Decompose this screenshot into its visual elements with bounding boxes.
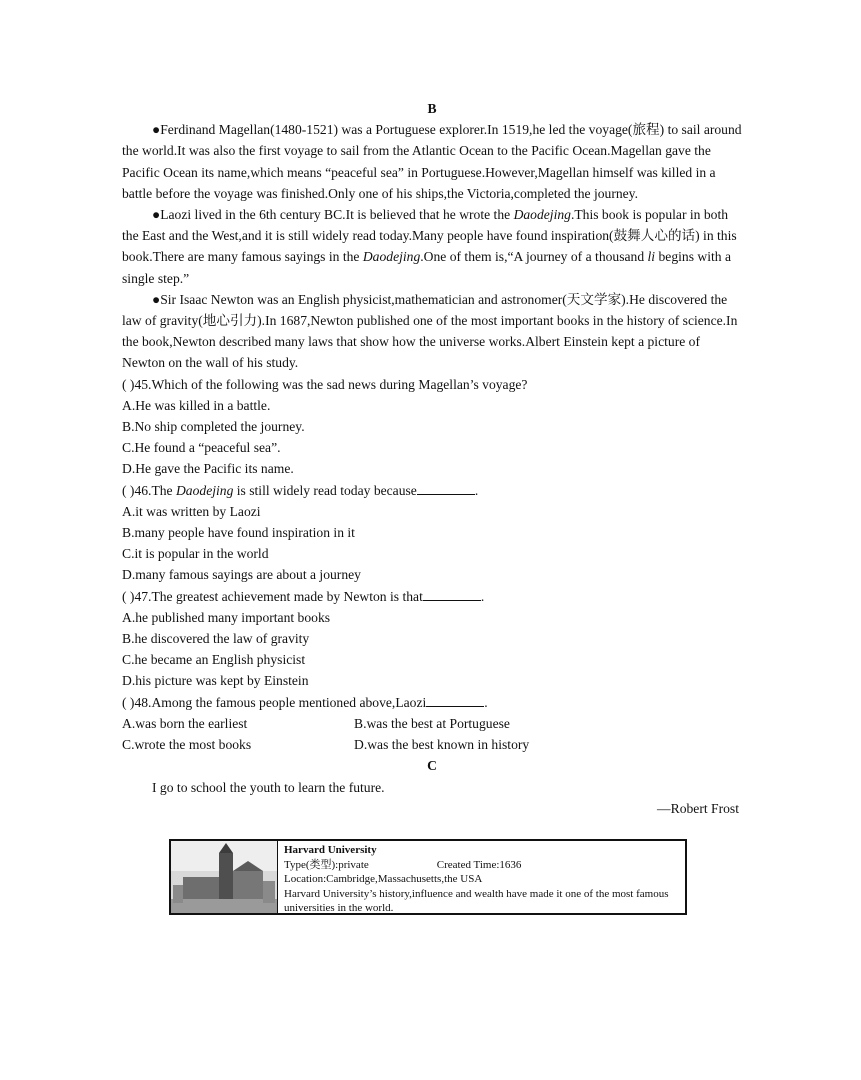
q46-option-d: D.many famous sayings are about a journey: [122, 567, 361, 583]
card-text: [278, 841, 685, 913]
q45-option-a: A.He was killed in a battle.: [122, 397, 271, 413]
q46-option-b: B.many people have found inspiration in it: [122, 525, 355, 541]
q48-options-row-2: [122, 734, 742, 755]
q48-option-d: D.was the best known in history: [354, 737, 530, 753]
q47-option-c: C.he became an English physicist: [122, 652, 306, 668]
q48-option-b: B.was the best at Portuguese: [354, 715, 510, 731]
q47-option-b: B.he discovered the law of gravity: [122, 631, 310, 647]
card-location: Location:Cambridge,Massachusetts,the USA: [284, 873, 483, 886]
magellan-paragraph: ●Ferdinand Magellan(1480-1521) was a Portuguese explorer.In 1519,he led the voyage(旅程) to sail around the world.It was also the first voyage to sail from the Atlantic Ocean to the Pacific Ocean.Magellan gave the Pacific Ocean its name,which means “peaceful sea” in Portuguese.However,Magellan himself was killed in a battle before the voyage was finished.Only one of his ships,the Victoria,completed the journey.: [122, 122, 742, 201]
laozi-paragraph: ●Laozi lived in the 6th century BC.It is believed that he wrote the Daodejing.This book is popular in both the East and the West,and it is still widely read today.Many people have found inspiration(鼓舞人心的话) in this book.There are many famous sayings in the Daodejing.One of them is,“A journey of a thousand li begins with a single step.”: [122, 207, 737, 286]
answer-blank: [426, 693, 484, 707]
question-45: ( )45.Which of the following was the sad news during Magellan’s voyage?: [122, 376, 528, 392]
q45-option-b: B.No ship completed the journey.: [122, 419, 305, 435]
q48-option-c: C.wrote the most books: [122, 737, 252, 753]
q48-option-a: A.was born the earliest: [122, 715, 248, 731]
card-created: Created Time:1636: [436, 858, 522, 871]
answer-blank: [417, 481, 475, 495]
q46-option-a: A.it was written by Laozi: [122, 503, 261, 519]
card-title: Harvard University: [284, 844, 377, 856]
q46-option-c: C.it is popular in the world: [122, 546, 269, 562]
q47-option-a: A.he published many important books: [122, 609, 331, 625]
section-b-heading: B: [427, 101, 437, 116]
harvard-info-card: [169, 839, 687, 915]
q48-options-row-1: [122, 713, 742, 734]
document-page: [122, 98, 742, 819]
card-type: Type(类型):private: [284, 858, 369, 871]
q45-option-d: D.He gave the Pacific its name.: [122, 461, 294, 477]
newton-paragraph: ●Sir Isaac Newton was an English physicist,mathematician and astronomer(天文学家).He discovered the law of gravity(地心引力).In 1687,Newton published one of the most important books in the history of science.In the book,Newton described many laws that show how the universe works.Albert Einstein kept a picture of Newton on the wall of his study.: [122, 291, 738, 371]
q45-option-c: C.He found a “peaceful sea”.: [122, 440, 281, 456]
quote-text: I go to school the youth to learn the future.: [152, 779, 385, 795]
harvard-building-image: [171, 841, 278, 913]
section-c-heading: C: [427, 758, 437, 774]
question-46: ( )46.The Daodejing is still widely read today because .: [122, 482, 479, 498]
card-type-row: [284, 858, 679, 873]
question-47: ( )47.The greatest achievement made by Newton is that .: [122, 588, 485, 604]
quote-author: —Robert Frost: [657, 800, 739, 816]
q47-option-d: D.his picture was kept by Einstein: [122, 673, 309, 689]
card-description: Harvard University’s history,influence and wealth have made it one of the most famous universities in the world.: [284, 887, 669, 915]
question-48: ( )48.Among the famous people mentioned above,Laozi .: [122, 694, 488, 710]
answer-blank: [423, 587, 481, 601]
